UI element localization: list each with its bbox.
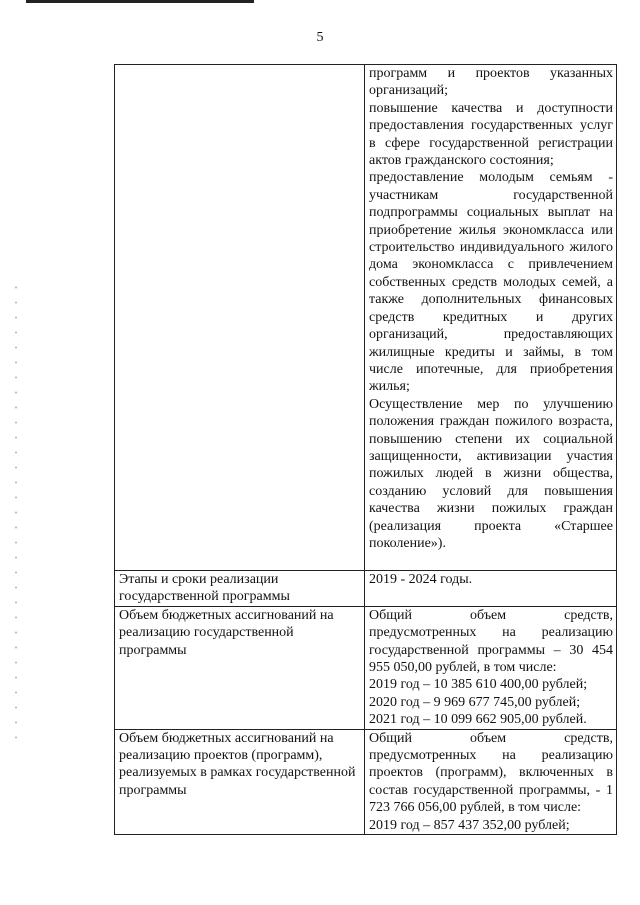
top-rule <box>26 0 254 3</box>
row-value <box>365 729 617 834</box>
row-value <box>365 606 617 729</box>
row-value <box>365 571 617 607</box>
text-paragraph: программ и проектов указанных организаций; <box>369 66 613 99</box>
text-paragraph: 2021 год – 10 099 662 905,00 рублей. <box>369 712 587 728</box>
row-value <box>365 65 617 571</box>
row-label: Этапы и сроки реализации государственной программы <box>115 571 365 607</box>
text-paragraph: Осуществление мер по улучшению положения граждан пожилого возраста, повышению степени их социальной защищенности, активизации участия пожилых людей в жизни общества, созданию условий для повышения качества жизни пожилых граждан (реализация проекта «Старшее поколение»). <box>369 396 613 551</box>
page-number: 5 <box>316 30 324 45</box>
text-paragraph: 2019 год – 10 385 610 400,00 рублей; <box>369 677 588 693</box>
text-paragraph: Общий объем средств, предусмотренных на реализацию государственной программы – 30 454 955 050,00 рублей, в том числе: <box>369 607 613 676</box>
text-paragraph: 2019 - 2024 годы. <box>369 572 473 587</box>
table-row <box>115 729 617 834</box>
text-paragraph: повышение качества и доступности предоставления государственных услуг в сфере государственной регистрации актов гражданского состояния; <box>369 100 613 169</box>
text-paragraph: 2019 год – 857 437 352,00 рублей; <box>369 817 570 833</box>
program-passport-table <box>114 64 617 835</box>
table-row <box>115 606 617 729</box>
text-paragraph: предоставление молодым семьям - участникам государственной подпрограммы социальных выплат на приобретение жилья экономкласса или строительство индивидуального жилого дома экономкласса с привлечением собственных средств молодых семей, а также дополнительных финансовых средств кредитных и других организаций, предоставляющих жилищные кредиты и займы, в том числе ипотечные, для приобретения жилья; <box>369 170 613 395</box>
margin-dots <box>14 280 18 750</box>
row-label <box>115 65 365 571</box>
text-paragraph: Общий объем средств, предусмотренных на реализацию проектов (программ), включенных в состав государственной программы, - 1 723 766 056,00 рублей, в том числе: <box>369 730 613 816</box>
row-label: Объем бюджетных ассигнований на реализацию проектов (программ), реализуемых в рамках государственной программы <box>115 729 365 834</box>
table-row <box>115 65 617 571</box>
table-row <box>115 571 617 607</box>
row-label: Объем бюджетных ассигнований на реализацию государственной программы <box>115 606 365 729</box>
text-paragraph: 2020 год – 9 969 677 745,00 рублей; <box>369 694 581 710</box>
